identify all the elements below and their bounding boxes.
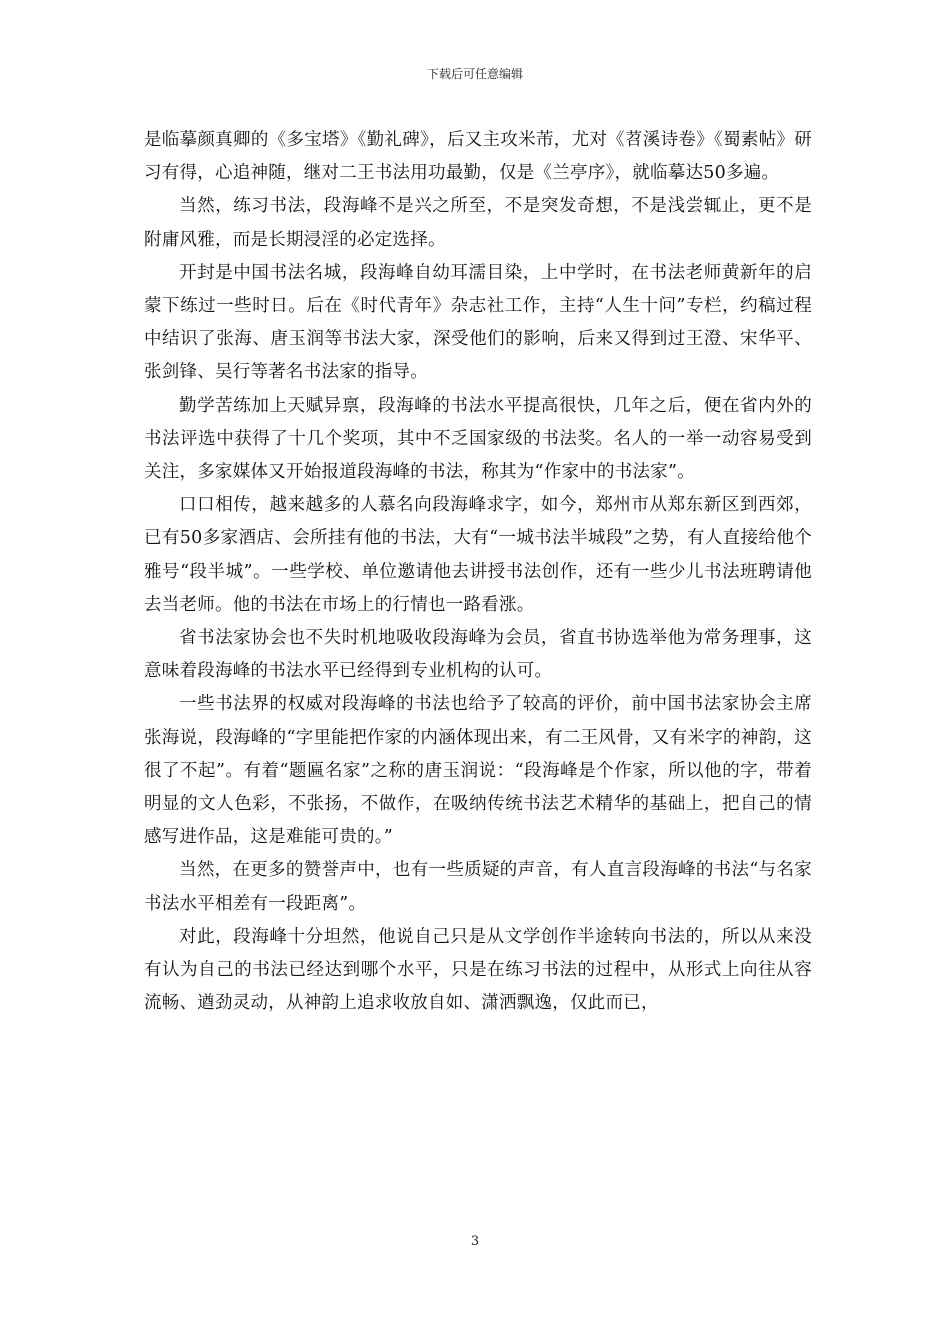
- paragraph-1: 是临摹颜真卿的《多宝塔》《勤礼碑》，后又主攻米芾，尤对《苕溪诗卷》《蜀素帖》研习有得，心追神随，继对二王书法用功最勤，仅是《兰亭序》，就临摹达50多遍。: [144, 130, 812, 184]
- paragraph-2: 当然，练习书法，段海峰不是兴之所至，不是突发奇想，不是浅尝辄止，更不是附庸风雅，而是长期浸淫的必定选择。: [144, 196, 812, 250]
- page-header: 下载后可任意编辑: [426, 67, 523, 81]
- paragraph-8: 当然，在更多的赞誉声中，也有一些质疑的声音，有人直言段海峰的书法“与名家书法水平相差有一段距离”。: [144, 860, 812, 914]
- page-number: 3: [470, 1234, 480, 1249]
- paragraph-5: 口口相传，越来越多的人慕名向段海峰求字，如今，郑州市从郑东新区到西郊，已有50多家酒店、会所挂有他的书法，大有“一城书法半城段”之势，有人直接给他个雅号“段半城”。一些学校、单位邀请他去讲授书法创作，还有一些少儿书法班聘请他去当老师。他的书法在市场上的行情也一路看涨。: [144, 495, 812, 615]
- paragraph-4: 勤学苦练加上天赋异禀，段海峰的书法水平提高很快，几年之后，便在省内外的书法评选中获得了十几个奖项，其中不乏国家级的书法奖。名人的一举一动容易受到关注，多家媒体又开始报道段海峰的书法，称其为“作家中的书法家”。: [144, 395, 812, 483]
- paragraph-3: 开封是中国书法名城，段海峰自幼耳濡目染，上中学时，在书法老师黄新年的启蒙下练过一些时日。后在《时代青年》杂志社工作，主持“人生十问”专栏，约稿过程中结识了张海、唐玉润等书法大家，深受他们的影响，后来又得到过王澄、宋华平、张剑锋、吴行等著名书法家的指导。: [144, 262, 812, 383]
- paragraph-7: 一些书法界的权威对段海峰的书法也给予了较高的评价，前中国书法家协会主席张海说，段海峰的“字里能把作家的内涵体现出来，有二王风骨，又有米字的神韵，这很了不起”。有着“题匾名家”之称的唐玉润说：“段海峰是个作家，所以他的字，带着明显的文人色彩，不张扬，不做作，在吸纳传统书法艺术精华的基础上，把自己的情感写进作品，这是难能可贵的。”: [144, 694, 812, 848]
- document-body: [144, 124, 812, 1020]
- paragraph-6: 省书法家协会也不失时机地吸收段海峰为会员，省直书协选举他为常务理事，这意味着段海峰的书法水平已经得到专业机构的认可。: [144, 628, 812, 682]
- paragraph-9: 对此，段海峰十分坦然，他说自己只是从文学创作半途转向书法的，所以从来没有认为自己的书法已经达到哪个水平，只是在练习书法的过程中，从形式上向往从容流畅、遒劲灵动，从神韵上追求收放自如、潇洒飘逸，仅此而已，: [144, 926, 812, 1014]
